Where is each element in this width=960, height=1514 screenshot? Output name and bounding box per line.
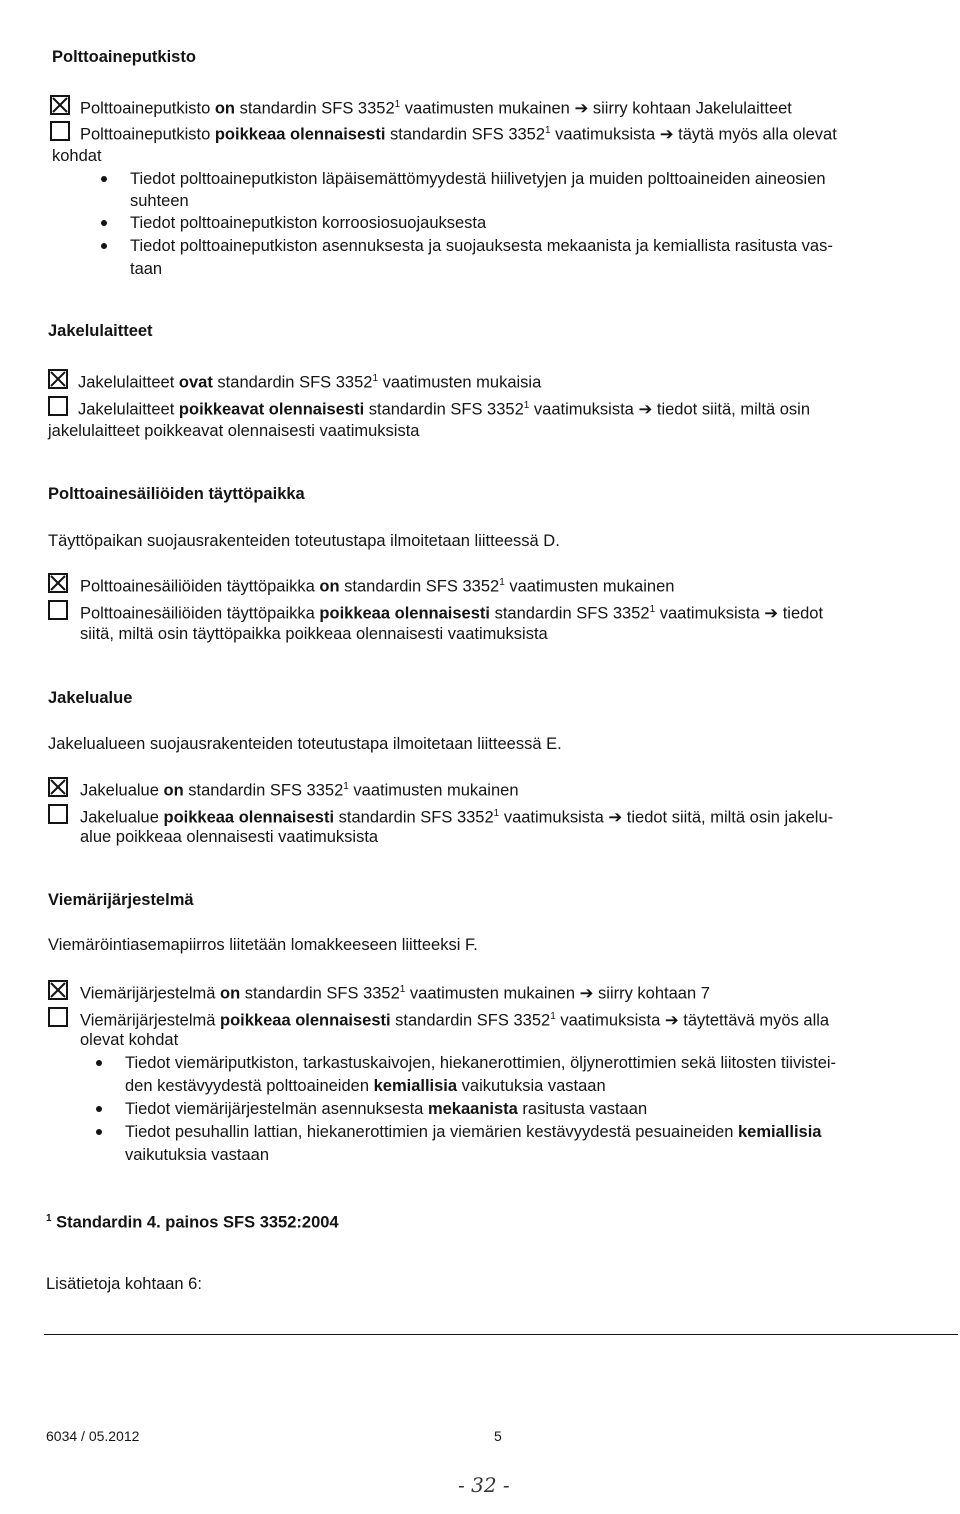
option-continuation: olevat kohdat xyxy=(80,1031,179,1049)
arrow-right-icon: ➔ xyxy=(579,984,594,1003)
option-jakelualue-compliant: Jakelualue on standardin SFS 3352$^1$ vaatimusten mukainen xyxy=(80,781,519,800)
bullet-text: Tiedot polttoaineputkiston läpäisemättömyydestä hiilivetyjen ja muiden polttoaineiden aineosien xyxy=(130,170,826,188)
option-polttoaineputkisto-deviates: Polttoaineputkisto poikkeaa olennaisesti standardin SFS 3352$^1$ vaatimuksista ➔ täytä myös alla olevat xyxy=(80,125,837,144)
section-intro: Täyttöpaikan suojausrakenteiden toteutustapa ilmoitetaan liitteessä D. xyxy=(48,532,560,550)
checkmark-x-icon xyxy=(50,982,66,998)
checkbox-polttoaineputkisto-compliant[interactable] xyxy=(50,95,70,115)
input-line[interactable] xyxy=(44,1334,958,1335)
bullet-text: Tiedot viemärijärjestelmän asennuksesta mekaanista rasitusta vastaan xyxy=(125,1100,648,1118)
arrow-right-icon: ➔ xyxy=(659,125,674,144)
option-tayttopaikka-compliant: Polttoainesäiliöiden täyttöpaikka on standardin SFS 3352$^1$ vaatimusten mukainen xyxy=(80,577,675,596)
checkbox-viemari-deviates[interactable] xyxy=(48,1007,68,1027)
bullet-icon xyxy=(96,1060,102,1066)
additional-info-label: Lisätietoja kohtaan 6: xyxy=(46,1275,202,1293)
bullet-text: Tiedot polttoaineputkiston korroosiosuojauksesta xyxy=(130,214,487,232)
option-continuation: kohdat xyxy=(52,147,102,165)
checkbox-jakelualue-compliant[interactable] xyxy=(48,777,68,797)
checkbox-viemari-compliant[interactable] xyxy=(48,980,68,1000)
checkmark-x-icon xyxy=(50,371,66,387)
arrow-right-icon: ➔ xyxy=(574,99,589,118)
footnote: $^1$ Standardin 4. painos SFS 3352:2004 xyxy=(46,1213,339,1232)
option-continuation: jakelulaitteet poikkeavat olennaisesti vaatimuksista xyxy=(48,422,420,440)
option-tayttopaikka-deviates: Polttoainesäiliöiden täyttöpaikka poikkeaa olennaisesti standardin SFS 3352$^1$ vaatimuksista ➔ tiedot xyxy=(80,604,824,623)
section-heading-jakelulaitteet: Jakelulaitteet xyxy=(48,322,153,340)
checkbox-polttoaineputkisto-deviates[interactable] xyxy=(50,121,70,141)
arrow-right-icon: ➔ xyxy=(764,604,779,623)
option-jakelualue-deviates: Jakelualue poikkeaa olennaisesti standardin SFS 3352$^1$ vaatimuksista ➔ tiedot siitä, miltä osin jakelu- xyxy=(80,808,834,827)
section-heading-viemari: Viemärijärjestelmä xyxy=(48,891,194,909)
checkbox-jakelulaitteet-deviates[interactable] xyxy=(48,396,68,416)
bullet-icon xyxy=(101,176,107,182)
bullet-icon xyxy=(96,1106,102,1112)
bullet-text: Tiedot pesuhallin lattian, hiekanerottimien ja viemärien kestävyydestä pesuaineiden kemiallisia xyxy=(125,1123,822,1141)
arrow-right-icon: ➔ xyxy=(608,808,623,827)
bullet-icon xyxy=(96,1129,102,1135)
option-jakelulaitteet-deviates: Jakelulaitteet poikkeavat olennaisesti standardin SFS 3352$^1$ vaatimuksista ➔ tiedot siitä, miltä osin xyxy=(78,400,811,419)
checkbox-tayttopaikka-compliant[interactable] xyxy=(48,573,68,593)
checkbox-jakelulaitteet-compliant[interactable] xyxy=(48,369,68,389)
option-continuation: alue poikkeaa olennaisesti vaatimuksista xyxy=(80,828,379,846)
option-jakelulaitteet-compliant: Jakelulaitteet ovat standardin SFS 3352$^1$ vaatimusten mukaisia xyxy=(78,373,542,392)
handwritten-page-stamp: - 32 - xyxy=(458,1473,510,1497)
section-heading-jakelualue: Jakelualue xyxy=(48,689,133,707)
checkbox-tayttopaikka-deviates[interactable] xyxy=(48,600,68,620)
bullet-icon xyxy=(101,220,107,226)
bullet-text: Tiedot viemäriputkiston, tarkastuskaivojen, hiekanerottimien, öljynerottimien sekä liitosten tiivistei- xyxy=(125,1054,837,1072)
page-number: 5 xyxy=(494,1428,502,1444)
arrow-right-icon: ➔ xyxy=(638,400,653,419)
section-heading-polttoaineputkisto: Polttoaineputkisto xyxy=(52,48,196,66)
option-viemari-deviates: Viemärijärjestelmä poikkeaa olennaisesti standardin SFS 3352$^1$ vaatimuksista ➔ täytettävä myös alla xyxy=(80,1011,830,1030)
option-continuation: siitä, miltä osin täyttöpaikka poikkeaa olennaisesti vaatimuksista xyxy=(80,625,548,643)
option-polttoaineputkisto-compliant: Polttoaineputkisto on standardin SFS 3352$^1$ vaatimusten mukainen ➔ siirry kohtaan Jakelulaitteet xyxy=(80,99,792,118)
bullet-text-cont: taan xyxy=(130,260,163,278)
checkmark-x-icon xyxy=(50,575,66,591)
arrow-right-icon: ➔ xyxy=(664,1011,679,1030)
checkmark-x-icon xyxy=(52,97,68,113)
bullet-text: Tiedot polttoaineputkiston asennuksesta ja suojauksesta mekaanista ja kemiallista rasitusta vas- xyxy=(130,237,833,255)
section-heading-tayttopaikka: Polttoainesäiliöiden täyttöpaikka xyxy=(48,485,305,503)
checkbox-jakelualue-deviates[interactable] xyxy=(48,804,68,824)
bullet-text-cont: vaikutuksia vastaan xyxy=(125,1146,269,1164)
bullet-text-cont: suhteen xyxy=(130,192,189,210)
section-intro: Viemäröintiasemapiirros liitetään lomakkeeseen liitteeksi F. xyxy=(48,936,478,954)
bullet-icon xyxy=(101,243,107,249)
form-code: 6034 / 05.2012 xyxy=(46,1428,140,1444)
bullet-text-cont: den kestävyydestä polttoaineiden kemiallisia vaikutuksia vastaan xyxy=(125,1077,606,1095)
option-viemari-compliant: Viemärijärjestelmä on standardin SFS 3352$^1$ vaatimusten mukainen ➔ siirry kohtaan 7 xyxy=(80,984,710,1003)
section-intro: Jakelualueen suojausrakenteiden toteutustapa ilmoitetaan liitteessä E. xyxy=(48,735,562,753)
checkmark-x-icon xyxy=(50,779,66,795)
